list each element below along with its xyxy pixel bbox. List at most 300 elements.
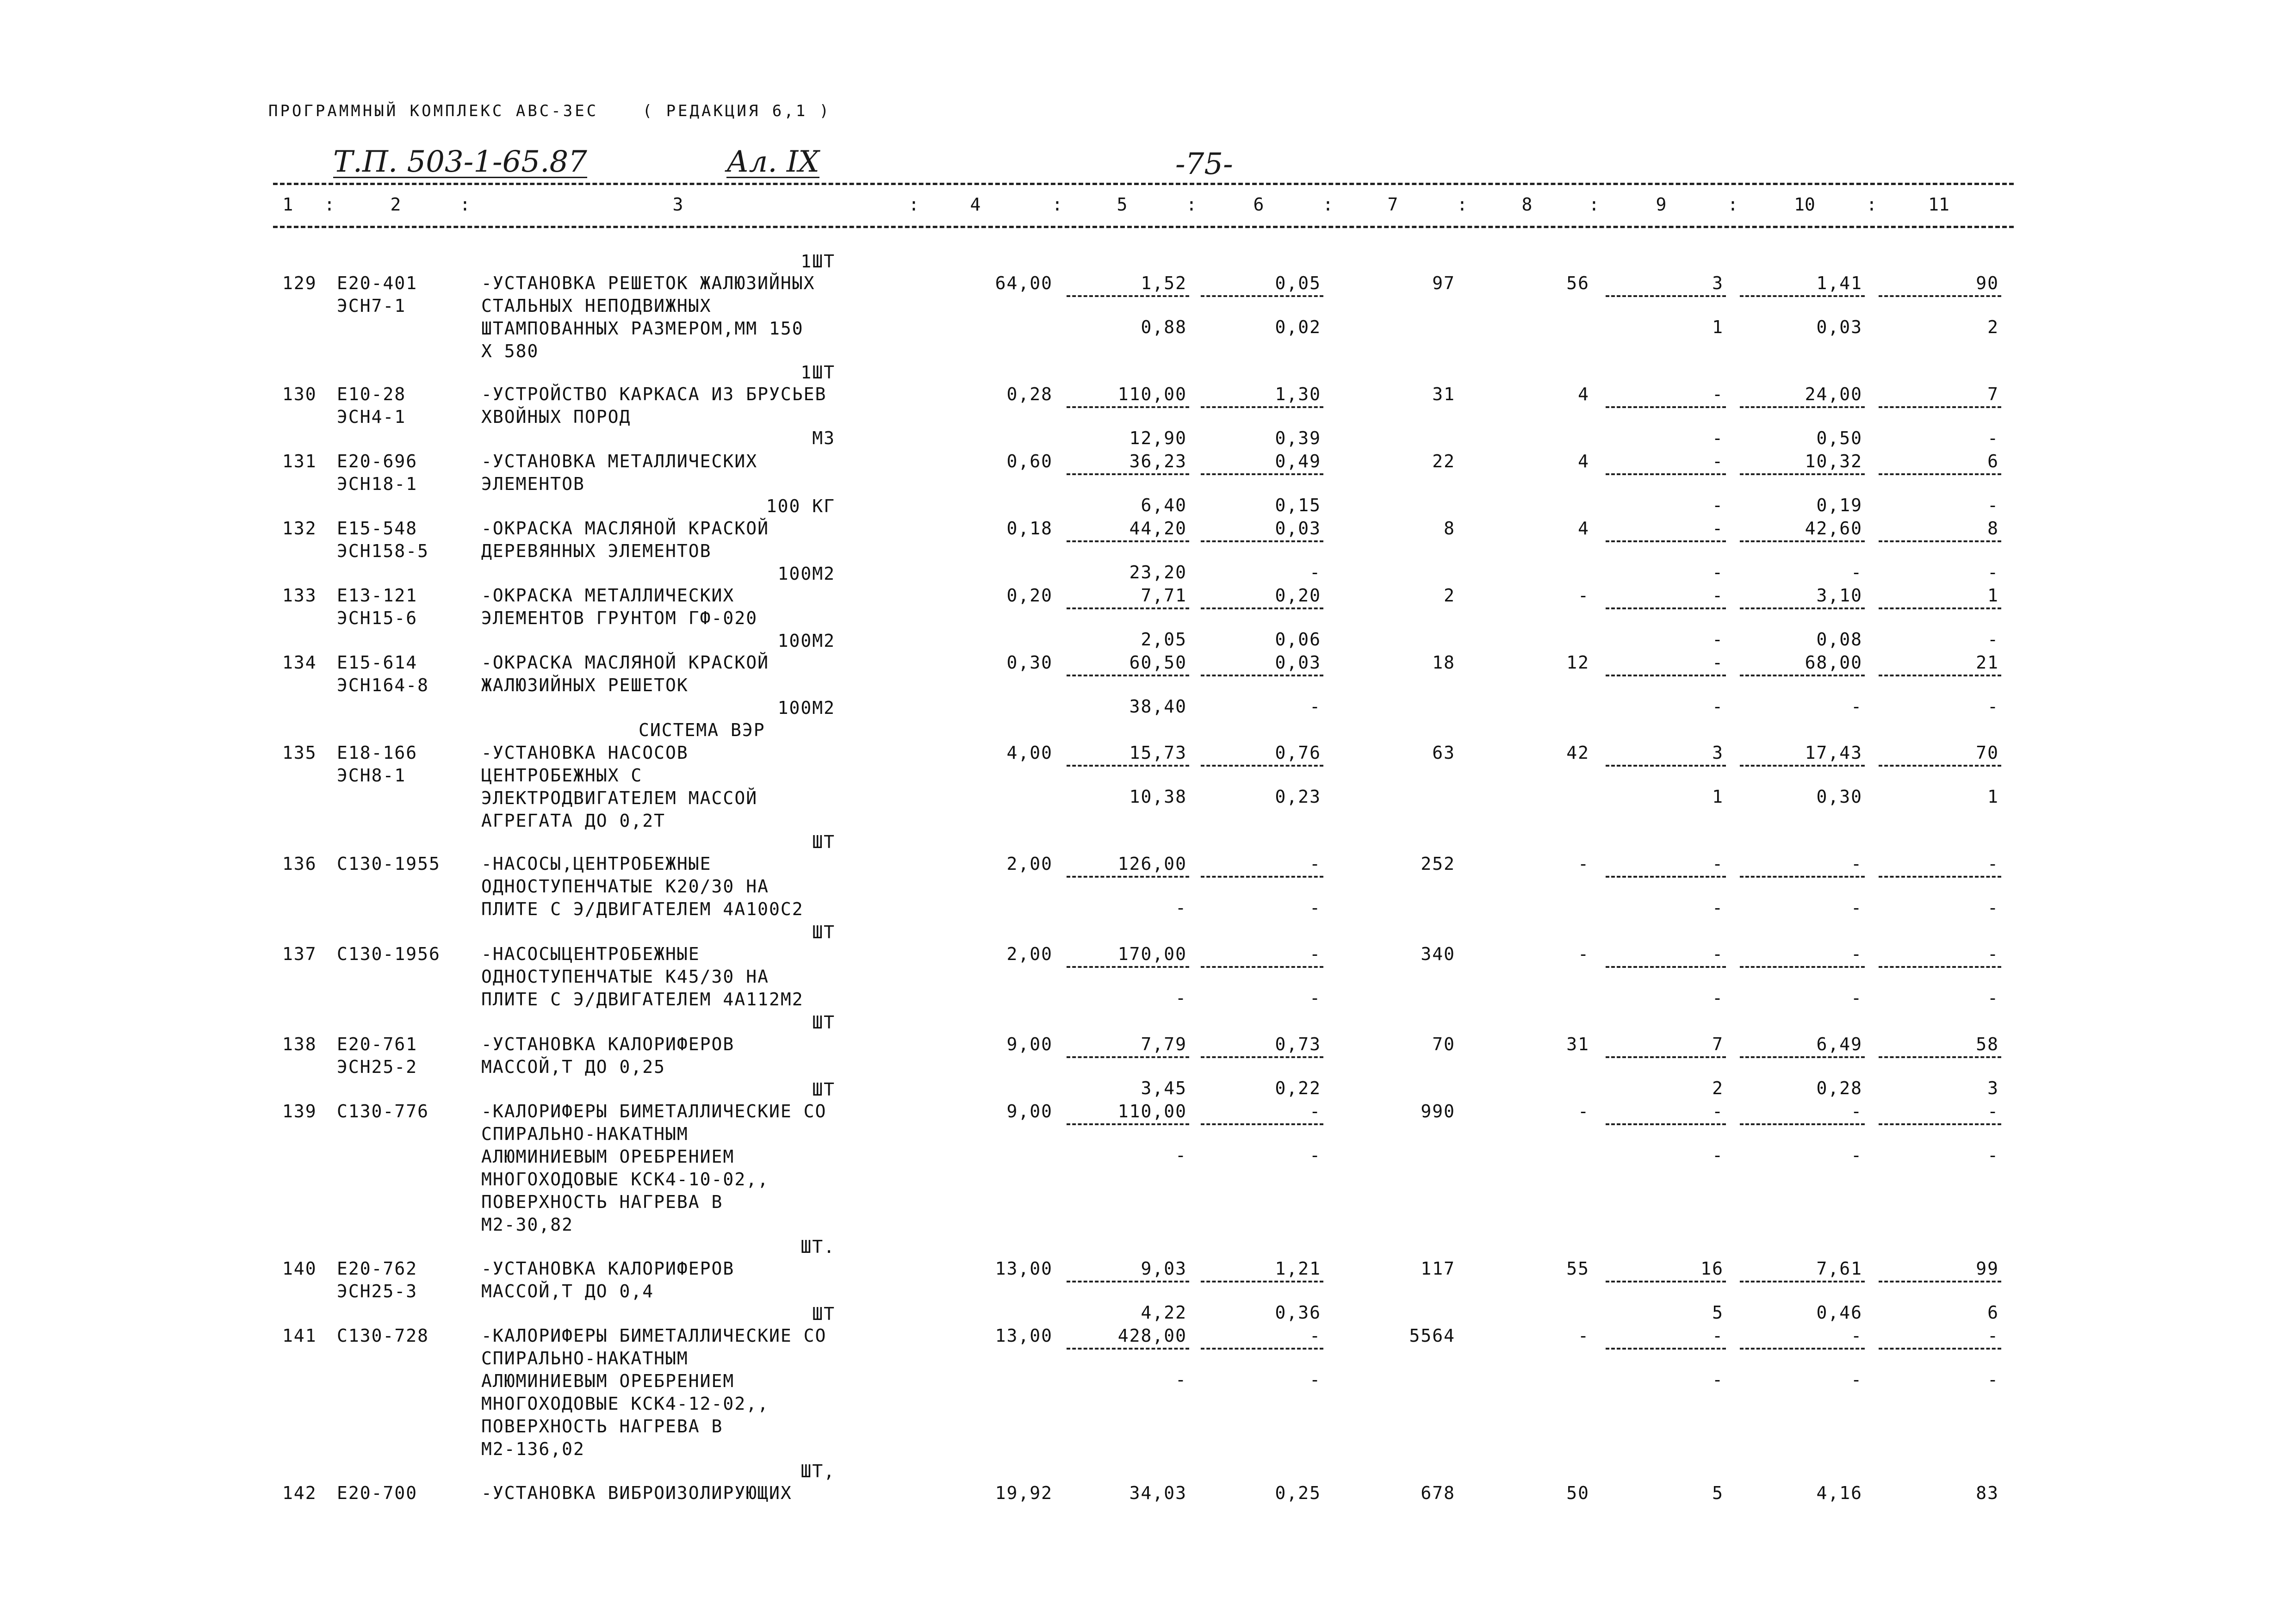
work-description: ПОВЕРХНОСТЬ НАГРЕВА В [481,1416,723,1437]
subvalue-c10: - [1851,988,1862,1008]
subvalue-c6: - [1309,562,1321,582]
subvalue-c11: - [1987,629,1999,650]
value-divider [1067,540,1189,542]
value-divider [1606,1123,1726,1125]
column-header-1: 1 [282,194,293,215]
value-divider [1606,607,1726,609]
value-c5: 110,00 [1117,1101,1187,1121]
value-c11: 58 [1976,1034,1999,1054]
norm-code: С130-1956 [337,944,441,964]
column-header-9: 9 [1656,194,1667,215]
row-number: 137 [282,944,317,964]
work-description: Х 580 [481,341,539,361]
work-description: АГРЕГАТА ДО 0,2Т [481,811,666,831]
subvalue-c6: 0,22 [1275,1078,1321,1098]
value-c4: 13,00 [995,1326,1053,1346]
work-description: -УСТАНОВКА ВИБРОИЗОЛИРУЮЩИХ [481,1483,792,1503]
value-c10: - [1851,1101,1862,1121]
work-description: СПИРАЛЬНО-НАКАТНЫМ [481,1348,689,1369]
value-divider [1067,966,1189,968]
subvalue-c9: - [1712,428,1724,448]
work-description: МАССОЙ,Т ДО 0,4 [481,1281,654,1301]
norm-code: С130-776 [337,1101,429,1121]
value-c8: - [1578,944,1589,964]
value-c9: 5 [1712,1483,1724,1503]
value-divider [1879,406,2001,408]
subvalue-c6: - [1309,898,1321,918]
value-c11: - [1987,1101,1999,1121]
column-separator: : [1589,194,1600,215]
value-c5: 1,52 [1141,273,1187,293]
value-c5: 36,23 [1129,451,1187,471]
value-c10: 1,41 [1816,273,1862,293]
value-c6: 1,21 [1275,1258,1321,1279]
value-c7: 18 [1432,652,1455,673]
value-c4: 64,00 [995,273,1053,293]
value-c4: 0,60 [1006,451,1053,471]
value-c10: 42,60 [1805,518,1862,539]
subvalue-c9: 5 [1712,1302,1724,1323]
value-divider [1067,765,1189,767]
work-description: ПЛИТЕ С Э/ДВИГАТЕЛЕМ 4А100С2 [481,899,804,919]
value-c11: - [1987,1326,1999,1346]
value-c10: - [1851,944,1862,964]
column-header-10: 10 [1794,194,1815,215]
value-c9: - [1712,854,1724,874]
column-header-5: 5 [1117,194,1128,215]
norm-code: С130-1955 [337,854,441,874]
work-description: -ОКРАСКА МАСЛЯНОЙ КРАСКОЙ [481,652,769,673]
norm-code: Е13-121 [337,585,418,606]
row-number: 136 [282,854,317,874]
value-divider [1067,1348,1189,1350]
subvalue-c11: - [1987,898,1999,918]
work-description: ЭЛЕКТРОДВИГАТЕЛЕМ МАССОЙ [481,788,758,808]
value-c8: 50 [1566,1483,1589,1503]
subvalue-c10: - [1851,696,1862,717]
norm-code: Е15-614 [337,652,418,673]
column-header-4: 4 [970,194,981,215]
value-c5: 9,03 [1141,1258,1187,1279]
subvalue-c10: - [1851,1369,1862,1390]
value-divider [1740,1123,1865,1125]
unit-label: 1ШТ [800,362,835,383]
value-c5: 7,71 [1141,585,1187,606]
value-divider [1201,607,1323,609]
work-description: -ОКРАСКА МЕТАЛЛИЧЕСКИХ [481,585,735,606]
work-description: ОДНОСТУПЕНЧАТЫЕ К45/30 НА [481,966,769,987]
value-c5: 7,79 [1141,1034,1187,1054]
subvalue-c11: 6 [1987,1302,1999,1323]
norm-code: Е18-166 [337,743,418,763]
work-description: СПИРАЛЬНО-НАКАТНЫМ [481,1124,689,1144]
subvalue-c5: 0,88 [1141,317,1187,337]
work-description: ЖАЛЮЗИЙНЫХ РЕШЕТОК [481,675,689,695]
value-divider [1067,1281,1189,1282]
column-separator: : [908,194,919,215]
subvalue-c5: 10,38 [1129,787,1187,807]
value-c4: 9,00 [1006,1101,1053,1121]
value-c11: 99 [1976,1258,1999,1279]
value-divider [1067,406,1189,408]
value-c9: 7 [1712,1034,1724,1054]
value-c6: - [1309,1326,1321,1346]
value-c7: 117 [1421,1258,1455,1279]
value-divider [1740,675,1865,676]
subvalue-c11: 3 [1987,1078,1999,1098]
norm-code: Е20-700 [337,1483,418,1503]
work-description: -УСТАНОВКА МЕТАЛЛИЧЕСКИХ [481,451,758,471]
work-description: -КАЛОРИФЕРЫ БИМЕТАЛЛИЧЕСКИЕ СО [481,1326,827,1346]
value-c4: 13,00 [995,1258,1053,1279]
column-separator: : [459,194,471,215]
value-c6: 0,49 [1275,451,1321,471]
value-divider [1879,765,2001,767]
value-c6: 0,25 [1275,1483,1321,1503]
table-top-rule [273,183,2014,185]
subvalue-c10: 0,30 [1816,787,1862,807]
row-number: 134 [282,652,317,673]
value-divider [1201,1123,1323,1125]
value-c8: - [1578,1101,1589,1121]
value-c9: 3 [1712,273,1724,293]
subvalue-c10: - [1851,1145,1862,1165]
column-separator: : [1186,194,1197,215]
unit-label: ШТ [812,1304,835,1324]
subvalue-c6: 0,36 [1275,1302,1321,1323]
value-c4: 0,30 [1006,652,1053,673]
value-divider [1740,473,1865,475]
value-c7: 340 [1421,944,1455,964]
subvalue-c9: - [1712,629,1724,650]
work-description: М2-30,82 [481,1214,574,1235]
work-description: ПОВЕРХНОСТЬ НАГРЕВА В [481,1192,723,1212]
subvalue-c5: 12,90 [1129,428,1187,448]
value-divider [1879,966,2001,968]
value-c6: 1,30 [1275,384,1321,404]
value-c6: 0,20 [1275,585,1321,606]
value-c10: - [1851,1326,1862,1346]
value-divider [1201,295,1323,297]
value-divider [1740,406,1865,408]
program-name: ПРОГРАММНЫЙ КОМПЛЕКС АВС-ЗЕС [268,102,599,120]
value-c9: - [1712,451,1724,471]
norm-code: ЭСН164-8 [337,675,429,695]
work-description: ДЕРЕВЯННЫХ ЭЛЕМЕНТОВ [481,541,712,561]
value-c6: - [1309,854,1321,874]
unit-label: 100М2 [777,564,835,584]
work-description: ХВОЙНЫХ ПОРОД [481,407,631,427]
value-c8: - [1578,854,1589,874]
subvalue-c6: - [1309,696,1321,717]
value-c9: - [1712,518,1724,539]
value-divider [1201,1348,1323,1350]
column-header-8: 8 [1521,194,1533,215]
value-c11: 70 [1976,743,1999,763]
value-c9: 3 [1712,743,1724,763]
doc-code: Т.П. 503-1-65.87 [333,145,587,179]
subvalue-c9: 2 [1712,1078,1724,1098]
work-description: ПЛИТЕ С Э/ДВИГАТЕЛЕМ 4А112М2 [481,989,804,1010]
subvalue-c9: - [1712,696,1724,717]
subvalue-c5: 38,40 [1129,696,1187,717]
value-divider [1606,1281,1726,1282]
unit-label: М3 [812,428,835,448]
subvalue-c5: 3,45 [1141,1078,1187,1098]
subvalue-c5: 2,05 [1141,629,1187,650]
work-description: -УСТАНОВКА КАЛОРИФЕРОВ [481,1034,735,1054]
value-divider [1606,765,1726,767]
norm-code: Е20-762 [337,1258,418,1279]
value-c7: 31 [1432,384,1455,404]
value-divider [1606,675,1726,676]
value-c10: 6,49 [1816,1034,1862,1054]
norm-code: Е20-696 [337,451,418,471]
value-c8: - [1578,585,1589,606]
work-description: М2-136,02 [481,1439,585,1459]
value-divider [1067,607,1189,609]
row-number: 139 [282,1101,317,1121]
column-separator: : [1727,194,1738,215]
value-divider [1740,1348,1865,1350]
column-separator: : [324,194,335,215]
work-description: МНОГОХОДОВЫЕ КСК4-12-02,, [481,1394,769,1414]
subvalue-c11: 1 [1987,787,1999,807]
value-c9: - [1712,384,1724,404]
column-header-2: 2 [390,194,401,215]
value-c10: - [1851,854,1862,874]
value-divider [1067,473,1189,475]
value-c6: - [1309,1101,1321,1121]
value-divider [1740,540,1865,542]
value-divider [1606,1348,1726,1350]
value-c9: - [1712,585,1724,606]
subvalue-c10: 0,19 [1816,495,1862,515]
value-divider [1201,1281,1323,1282]
value-c9: - [1712,1101,1724,1121]
work-description: ШТАМПОВАННЫХ РАЗМЕРОМ,ММ 150 [481,318,804,339]
value-c4: 0,18 [1006,518,1053,539]
subvalue-c9: 1 [1712,787,1724,807]
value-divider [1201,1056,1323,1058]
norm-code: ЭСН18-1 [337,474,418,494]
work-description: -НАСОСЫЦЕНТРОБЕЖНЫЕ [481,944,700,964]
work-description: -УСТАНОВКА РЕШЕТОК ЖАЛЮЗИЙНЫХ [481,273,815,293]
value-c5: 15,73 [1129,743,1187,763]
value-divider [1879,295,2001,297]
work-description: -УСТАНОВКА НАСОСОВ [481,743,689,763]
unit-label: ШТ [812,922,835,942]
column-separator: : [1322,194,1334,215]
value-c4: 0,28 [1006,384,1053,404]
work-description: ОДНОСТУПЕНЧАТЫЕ К20/30 НА [481,876,769,897]
value-c5: 60,50 [1129,652,1187,673]
value-c7: 70 [1432,1034,1455,1054]
value-divider [1879,1281,2001,1282]
value-divider [1067,295,1189,297]
value-c7: 5564 [1409,1326,1455,1346]
subvalue-c11: - [1987,696,1999,717]
value-c8: 4 [1578,518,1589,539]
subvalue-c6: 0,06 [1275,629,1321,650]
value-c7: 678 [1421,1483,1455,1503]
value-c8: 4 [1578,384,1589,404]
subvalue-c6: - [1309,1369,1321,1390]
value-divider [1201,473,1323,475]
value-divider [1740,295,1865,297]
subvalue-c9: 1 [1712,317,1724,337]
value-c4: 0,20 [1006,585,1053,606]
value-divider [1879,540,2001,542]
value-c10: 7,61 [1816,1258,1862,1279]
work-description: АЛЮМИНИЕВЫМ ОРЕБРЕНИЕМ [481,1146,735,1167]
subvalue-c9: - [1712,898,1724,918]
value-divider [1740,1056,1865,1058]
album-label: Ал. IX [726,145,819,179]
value-divider [1740,1281,1865,1282]
value-c11: 7 [1987,384,1999,404]
subvalue-c10: - [1851,562,1862,582]
value-c6: 0,03 [1275,652,1321,673]
norm-code: ЭСН25-3 [337,1281,418,1301]
value-divider [1879,473,2001,475]
row-number: 133 [282,585,317,606]
subvalue-c11: - [1987,495,1999,515]
work-description: ЭЛЕМЕНТОВ ГРУНТОМ ГФ-020 [481,608,758,628]
value-divider [1879,876,2001,878]
row-number: 131 [282,451,317,471]
value-divider [1606,295,1726,297]
value-c6: 0,76 [1275,743,1321,763]
subvalue-c11: - [1987,562,1999,582]
value-c10: 24,00 [1805,384,1862,404]
value-c7: 2 [1444,585,1455,606]
work-description: ЦЕНТРОБЕЖНЫХ С [481,765,643,786]
subvalue-c9: - [1712,562,1724,582]
column-header-7: 7 [1387,194,1398,215]
value-divider [1740,966,1865,968]
value-c8: - [1578,1326,1589,1346]
edition-label: ( РЕДАКЦИЯ 6,1 ) [642,102,832,120]
value-c7: 63 [1432,743,1455,763]
value-c4: 2,00 [1006,944,1053,964]
value-divider [1201,406,1323,408]
work-description: ЭЛЕМЕНТОВ [481,474,585,494]
norm-code: ЭСН4-1 [337,407,406,427]
subvalue-c10: 0,46 [1816,1302,1862,1323]
subvalue-c10: 0,50 [1816,428,1862,448]
unit-label: ШТ [812,832,835,852]
subvalue-c5: 6,40 [1141,495,1187,515]
work-description: СТАЛЬНЫХ НЕПОДВИЖНЫХ [481,296,712,316]
value-c11: - [1987,854,1999,874]
value-c9: 16 [1700,1258,1724,1279]
subvalue-c6: - [1309,988,1321,1008]
value-divider [1740,607,1865,609]
value-c9: - [1712,1326,1724,1346]
row-number: 130 [282,384,317,404]
value-c10: 17,43 [1805,743,1862,763]
value-c8: 12 [1566,652,1589,673]
value-c7: 97 [1432,273,1455,293]
value-c4: 19,92 [995,1483,1053,1503]
value-c7: 8 [1444,518,1455,539]
work-description: -УСТРОЙСТВО КАРКАСА ИЗ БРУСЬЕВ [481,384,827,404]
value-c8: 55 [1566,1258,1589,1279]
row-number: 142 [282,1483,317,1503]
value-divider [1606,1056,1726,1058]
value-c4: 2,00 [1006,854,1053,874]
subvalue-c5: - [1175,1145,1187,1165]
value-c11: 1 [1987,585,1999,606]
row-number: 140 [282,1258,317,1279]
value-divider [1879,1348,2001,1350]
subvalue-c6: 0,23 [1275,787,1321,807]
subvalue-c10: 0,03 [1816,317,1862,337]
subvalue-c10: - [1851,898,1862,918]
value-divider [1201,540,1323,542]
column-separator: : [1052,194,1063,215]
work-description: -УСТАНОВКА КАЛОРИФЕРОВ [481,1258,735,1279]
subvalue-c10: 0,28 [1816,1078,1862,1098]
subvalue-c11: - [1987,1369,1999,1390]
value-c6: 0,73 [1275,1034,1321,1054]
table-header-rule [273,226,2014,228]
value-c8: 4 [1578,451,1589,471]
norm-code: ЭСН158-5 [337,541,429,561]
subvalue-c5: 4,22 [1141,1302,1187,1323]
value-c11: - [1987,944,1999,964]
value-divider [1201,765,1323,767]
unit-label: 100 КГ [766,496,835,516]
value-divider [1879,675,2001,676]
value-divider [1606,406,1726,408]
value-divider [1067,675,1189,676]
work-description: -ОКРАСКА МАСЛЯНОЙ КРАСКОЙ [481,518,769,539]
value-divider [1201,966,1323,968]
value-divider [1201,675,1323,676]
subvalue-c5: 23,20 [1129,562,1187,582]
row-number: 141 [282,1326,317,1346]
unit-label: ШТ, [800,1461,835,1481]
column-header-3: 3 [672,194,683,215]
row-number: 132 [282,518,317,539]
work-description: МНОГОХОДОВЫЕ КСК4-10-02,, [481,1169,769,1189]
work-description: -КАЛОРИФЕРЫ БИМЕТАЛЛИЧЕСКИЕ СО [481,1101,827,1121]
value-c6: 0,03 [1275,518,1321,539]
column-separator: : [1457,194,1468,215]
norm-code: ЭСН25-2 [337,1057,418,1077]
value-c7: 990 [1421,1101,1455,1121]
subvalue-c5: - [1175,1369,1187,1390]
subvalue-c6: - [1309,1145,1321,1165]
row-number: 138 [282,1034,317,1054]
unit-label: ШТ. [800,1237,835,1257]
value-divider [1606,876,1726,878]
subvalue-c6: 0,02 [1275,317,1321,337]
unit-label: ШТ [812,1012,835,1033]
value-c5: 110,00 [1117,384,1187,404]
value-c11: 90 [1976,273,1999,293]
column-header-11: 11 [1928,194,1949,215]
row-number: 129 [282,273,317,293]
norm-code: Е20-761 [337,1034,418,1054]
value-c11: 6 [1987,451,1999,471]
value-c5: 126,00 [1117,854,1187,874]
work-description: -НАСОСЫ,ЦЕНТРОБЕЖНЫЕ [481,854,712,874]
value-c11: 21 [1976,652,1999,673]
program-header [268,102,831,120]
